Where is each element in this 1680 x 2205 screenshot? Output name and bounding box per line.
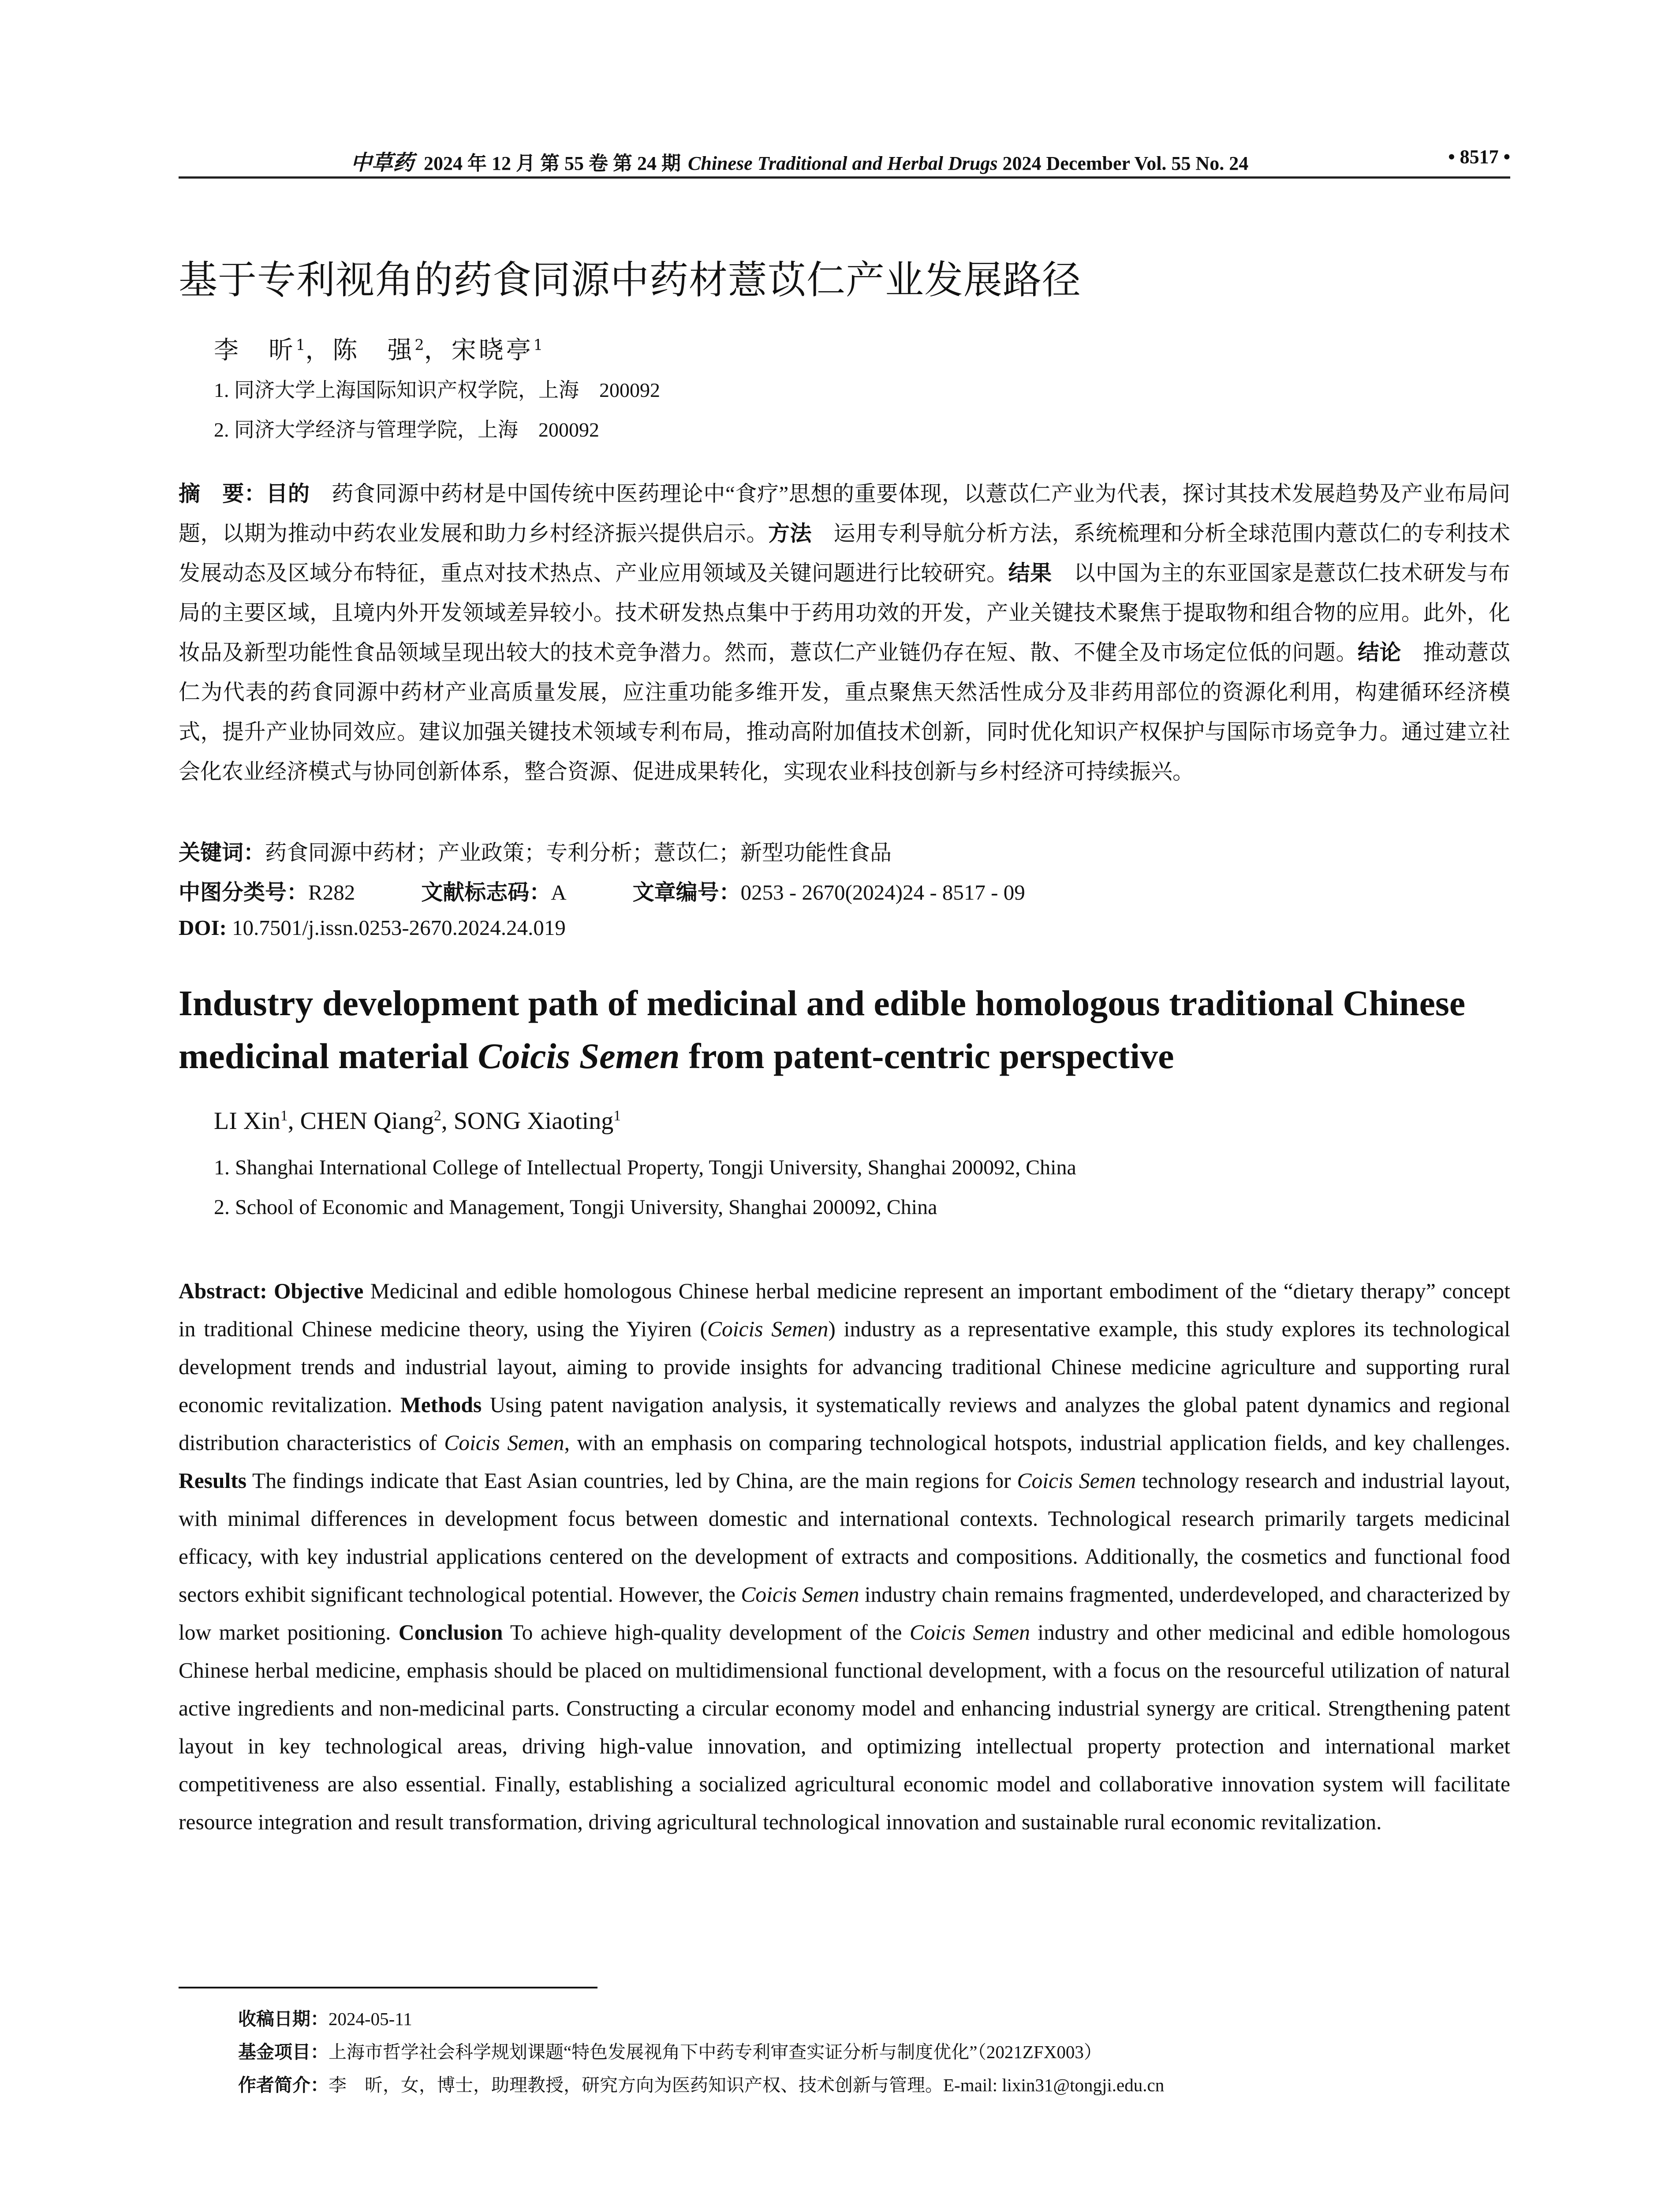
abstract-text: To achieve high-quality development of the: [503, 1620, 910, 1644]
conclusion-text: 推动薏苡仁为代表的药食同源中药材产业高质量发展，应注重功能多维开发，重点聚焦天然活性成分及非药用部位的资源化利用，构建循环经济模式，提升产业协同效应。建议加强关键技术领域专利布局，推动高附加值技术创新，同时优化知识产权保护与国际市场竞争力。通过建立社会化农业经济模式与协同创新体系，整合资源、促进成果转化，实现农业科技创新与乡村经济可持续振兴。: [179, 640, 1510, 784]
author-name: CHEN Qiang: [300, 1107, 434, 1135]
author-name: 李 昕: [214, 336, 296, 365]
journal-name-en: Chinese Traditional and Herbal Drugs: [688, 153, 998, 174]
author-separator: ，: [305, 336, 333, 365]
abstract-text: Medicinal and edible homologous Chinese herbal medicine represent an important embodiment of the “dietary therapy” concept in traditional Chinese medicine theory, using the Yiyiren (: [179, 1279, 1511, 1341]
title-en-part1: Industry development path of medicinal and edible homologous traditional Chinese medicinal material: [179, 983, 1466, 1076]
abstract-objective-label: Abstract: Objective: [179, 1279, 364, 1303]
methods-label: Methods: [400, 1393, 482, 1417]
header-citation: [351, 146, 1248, 176]
author-separator: ，: [424, 336, 452, 365]
footnote-author-bio: [238, 2070, 1164, 2097]
results-label: Results: [179, 1469, 247, 1493]
abstract-label: 摘 要：: [179, 481, 266, 506]
conclusion-label: 结论: [1357, 640, 1401, 665]
doc-code-value: A: [551, 880, 567, 904]
author-separator: ,: [441, 1107, 454, 1135]
results-label: 结果: [1008, 561, 1052, 586]
author-name: 宋晓亭: [451, 336, 534, 365]
author-affiliation-mark: 2: [433, 1107, 441, 1124]
abstract-text: industry and other medicinal and edible homologous Chinese herbal medicine, emphasis should be placed on multidimensional functional development, with a focus on the resourceful utilization of natural active ingredients and non-medicinal parts. Constructing a circular economy model and enhancing industrial synergy are critical. Strengthening patent layout in key technological areas, driving high-value innovation, and optimizing intellectual property protection and international market competitiveness are also essential. Finally, establishing a socialized agricultural economic model and collaborative innovation system will facilitate resource integration and result transformation, driving agricultural technological innovation and sustainable rural economic revitalization.: [179, 1620, 1510, 1834]
keywords-text: 药食同源中药材；产业政策；专利分析；薏苡仁；新型功能性食品: [265, 841, 892, 865]
keywords-label: 关键词：: [179, 840, 265, 865]
footnote-received: [238, 2004, 412, 2030]
abstract-text: The findings indicate that East Asian countries, led by China, are the main regions for: [246, 1469, 1017, 1493]
author-name: LI Xin: [214, 1107, 280, 1135]
footnote-text: 上海市哲学社会科学规划课题“特色发展视角下中药专利审查实证分析与制度优化”（2021ZFX003）: [329, 2042, 1102, 2062]
abstract-text: Using patent navigation analysis, it systematically reviews and analyzes the global patent dynamics and regional distribution characteristics of: [179, 1393, 1510, 1455]
keywords-cn: [179, 836, 892, 867]
abstract-cn: [179, 474, 1510, 792]
doc-code-label: 文献标志码：: [421, 880, 551, 905]
doi-link[interactable]: 10.7501/j.issn.0253-2670.2024.24.019: [226, 916, 566, 940]
author-affiliation-mark: 2: [414, 336, 424, 354]
abstract-text: ) industry as a representative example, this study explores its technological development trends and industrial layout, aiming to provide insights for advancing traditional Chinese medicine agriculture and supporting rural economic revitalization.: [179, 1317, 1510, 1417]
abstract-en: [179, 1272, 1510, 1841]
species-name: Coicis Semen: [741, 1582, 859, 1607]
abstract-text: technology research and industrial layout, with minimal differences in development focus between domestic and international contexts. Technological research primarily targets medicinal efficacy, with key industrial applications centered on the development of extracts and compositions. Additionally, the cosmetics and functional food sectors exhibit significant technological potential. However, the: [179, 1469, 1511, 1607]
footnote-label: 基金项目：: [238, 2041, 329, 2063]
journal-name-cn: 中草药: [351, 151, 414, 175]
species-name: Coicis Semen: [1017, 1469, 1136, 1493]
abstract-text: , with an emphasis on comparing technological hotspots, industrial application fields, and key challenges.: [564, 1431, 1510, 1455]
clc-label: 中图分类号：: [179, 880, 309, 905]
objective-label: 目的: [266, 481, 310, 506]
author-affiliation-mark: 1: [613, 1107, 621, 1124]
conclusion-label: Conclusion: [398, 1620, 503, 1644]
methods-text: 运用专利导航分析方法，系统梳理和分析全球范围内薏苡仁的专利技术发展动态及区域分布特征，重点对技术热点、产业应用领域及关键问题进行比较研究。: [179, 521, 1510, 585]
affiliation-cn-2: 2. 同济大学经济与管理学院，上海 200092: [214, 419, 599, 441]
affiliation-cn-1: 1. 同济大学上海国际知识产权学院，上海 200092: [214, 379, 660, 401]
author-affiliation-mark: 1: [280, 1107, 288, 1124]
doi-label: DOI:: [179, 916, 227, 940]
title-en-species: Coicis Semen: [478, 1036, 680, 1076]
footnote-label: 收稿日期：: [238, 2008, 329, 2029]
methods-label: 方法: [768, 521, 812, 546]
results-text: 以中国为主的东亚国家是薏苡仁技术研发与布局的主要区域，且境内外开发领域差异较小。技术研发热点集中于药用功效的开发，产业关键技术聚焦于提取物和组合物的应用。此外，化妆品及新型功能性食品领域呈现出较大的技术竞争潜力。然而，薏苡仁产业链仍存在短、散、不健全及市场定位低的问题。: [179, 561, 1510, 665]
issue-en: 2024 December Vol. 55 No. 24: [1002, 153, 1249, 174]
page-number: • 8517 •: [1448, 146, 1510, 168]
classification-line: [179, 875, 1025, 906]
author-name: 陈 强: [332, 336, 415, 365]
species-name: Coicis Semen: [909, 1620, 1030, 1644]
author-separator: ,: [287, 1107, 300, 1135]
author-affiliation-mark: 1: [296, 336, 306, 354]
footnote-rule: [179, 1987, 597, 1988]
clc-value: R282: [308, 880, 355, 904]
footnote-text: 2024-05-11: [329, 2009, 412, 2029]
title-cn: 基于专利视角的药食同源中药材薏苡仁产业发展路径: [179, 258, 1082, 302]
header-rule: [179, 176, 1510, 179]
article-no-value: 0253 - 2670(2024)24 - 8517 - 09: [740, 880, 1025, 904]
author-affiliation-mark: 1: [533, 336, 543, 354]
affiliation-en-1: 1. Shanghai International College of Intellectual Property, Tongji University, Shanghai 200092, China: [214, 1156, 1076, 1179]
title-en: [179, 977, 1510, 1083]
running-header: [179, 146, 1510, 176]
footnote-funding: [238, 2037, 1102, 2063]
objective-text: 药食同源中药材是中国传统中医药理论中“食疗”思想的重要体现，以薏苡仁产业为代表，探讨其技术发展趋势及产业布局问题，以期为推动中药农业发展和助力乡村经济振兴提供启示。: [179, 482, 1510, 546]
affiliation-en-2: 2. School of Economic and Management, Tongji University, Shanghai 200092, China: [214, 1196, 937, 1219]
authors-en: [214, 1107, 621, 1135]
title-en-part2: from patent-centric perspective: [679, 1036, 1174, 1076]
abstract-text: industry chain remains fragmented, underdeveloped, and characterized by low market positioning.: [179, 1582, 1510, 1644]
footnote-label: 作者简介：: [238, 2074, 329, 2096]
author-name: SONG Xiaoting: [453, 1107, 614, 1135]
doi-line: [179, 915, 566, 940]
authors-cn: [214, 331, 543, 366]
footnote-text: 李 昕，女，博士，助理教授，研究方向为医药知识产权、技术创新与管理。E-mail: lixin31@tongji.edu.cn: [329, 2075, 1165, 2095]
issue-cn: 2024 年 12 月 第 55 卷 第 24 期: [424, 153, 681, 174]
species-name: Coicis Semen: [444, 1431, 564, 1455]
article-no-label: 文章编号：: [632, 880, 741, 905]
species-name: Coicis Semen: [707, 1317, 829, 1341]
